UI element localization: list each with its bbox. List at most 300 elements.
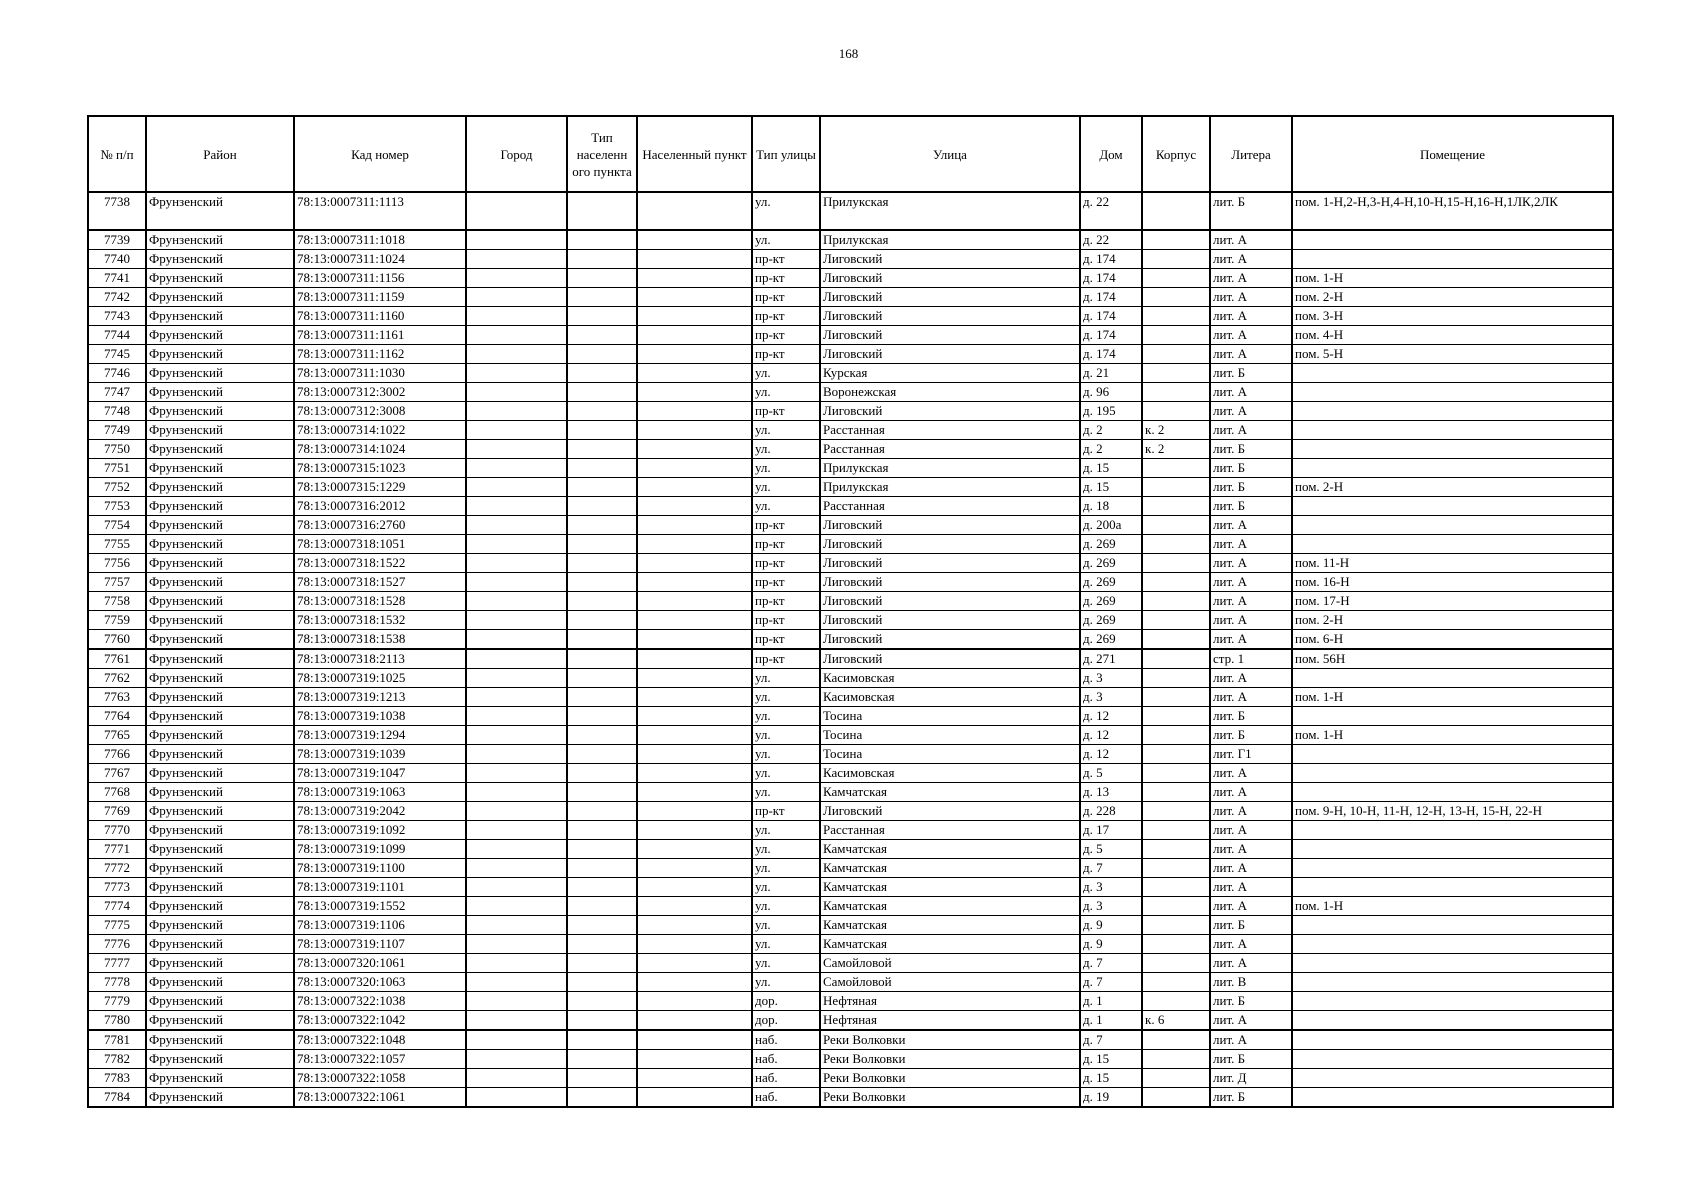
table-row	[88, 897, 1613, 916]
cell-cadastral-number: 78:13:0007318:1538	[294, 630, 466, 650]
cell-city	[466, 230, 567, 250]
cell-street-type: пр-кт	[752, 573, 820, 592]
table-row	[88, 573, 1613, 592]
cell-street-type: ул.	[752, 897, 820, 916]
cell-cadastral-number: 78:13:0007320:1063	[294, 973, 466, 992]
cell-settlement-type	[567, 973, 637, 992]
cell-settlement	[637, 250, 752, 269]
cell-letter: лит. А	[1210, 764, 1292, 783]
cell-letter: стр. 1	[1210, 649, 1292, 669]
cell-building	[1142, 402, 1210, 421]
cell-number: 7772	[88, 859, 146, 878]
cell-building	[1142, 802, 1210, 821]
cell-building	[1142, 345, 1210, 364]
cell-cadastral-number: 78:13:0007316:2012	[294, 497, 466, 516]
cell-house: д. 174	[1080, 269, 1142, 288]
cell-settlement	[637, 783, 752, 802]
cell-district: Фрунзенский	[146, 478, 294, 497]
cell-premises: пом. 4-Н	[1292, 326, 1613, 345]
cell-house: д. 174	[1080, 288, 1142, 307]
cell-number: 7755	[88, 535, 146, 554]
cell-settlement-type	[567, 1088, 637, 1108]
cell-number: 7766	[88, 745, 146, 764]
cell-settlement	[637, 992, 752, 1011]
cell-street: Камчатская	[820, 859, 1080, 878]
cell-settlement	[637, 516, 752, 535]
cell-cadastral-number: 78:13:0007318:1528	[294, 592, 466, 611]
table-body	[88, 192, 1613, 1107]
cell-cadastral-number: 78:13:0007318:2113	[294, 649, 466, 669]
cell-cadastral-number: 78:13:0007319:1213	[294, 688, 466, 707]
cell-house: д. 7	[1080, 954, 1142, 973]
cell-cadastral-number: 78:13:0007318:1532	[294, 611, 466, 630]
cell-number: 7748	[88, 402, 146, 421]
cell-premises	[1292, 669, 1613, 688]
cell-house: д. 21	[1080, 364, 1142, 383]
column-header-street: Улица	[820, 116, 1080, 192]
table-row	[88, 783, 1613, 802]
cell-district: Фрунзенский	[146, 402, 294, 421]
cell-premises: пом. 1-Н	[1292, 688, 1613, 707]
cell-street-type: пр-кт	[752, 288, 820, 307]
cell-street-type: пр-кт	[752, 516, 820, 535]
cell-building	[1142, 649, 1210, 669]
cell-street-type: ул.	[752, 783, 820, 802]
cell-street-type: пр-кт	[752, 402, 820, 421]
cell-building	[1142, 1088, 1210, 1108]
cell-street: Камчатская	[820, 935, 1080, 954]
cell-cadastral-number: 78:13:0007315:1229	[294, 478, 466, 497]
cell-settlement-type	[567, 878, 637, 897]
table-row	[88, 250, 1613, 269]
cell-settlement	[637, 802, 752, 821]
cell-house: д. 269	[1080, 592, 1142, 611]
cell-building	[1142, 554, 1210, 573]
cell-letter: лит. А	[1210, 802, 1292, 821]
cell-premises	[1292, 840, 1613, 859]
table-row	[88, 611, 1613, 630]
cell-house: д. 19	[1080, 1088, 1142, 1108]
table-row	[88, 688, 1613, 707]
cell-cadastral-number: 78:13:0007322:1057	[294, 1050, 466, 1069]
cell-cadastral-number: 78:13:0007322:1048	[294, 1030, 466, 1050]
cell-premises	[1292, 1088, 1613, 1108]
cell-building: к. 6	[1142, 1011, 1210, 1031]
cell-street-type: пр-кт	[752, 611, 820, 630]
cell-number: 7770	[88, 821, 146, 840]
cell-street-type: ул.	[752, 878, 820, 897]
cell-settlement-type	[567, 669, 637, 688]
cell-number: 7782	[88, 1050, 146, 1069]
cell-settlement-type	[567, 1069, 637, 1088]
cell-street-type: пр-кт	[752, 649, 820, 669]
cell-cadastral-number: 78:13:0007319:1101	[294, 878, 466, 897]
cell-letter: лит. А	[1210, 897, 1292, 916]
cell-settlement	[637, 840, 752, 859]
cell-street: Лиговский	[820, 802, 1080, 821]
cell-premises	[1292, 497, 1613, 516]
cell-letter: лит. А	[1210, 345, 1292, 364]
cell-settlement	[637, 688, 752, 707]
cell-district: Фрунзенский	[146, 535, 294, 554]
cell-district: Фрунзенский	[146, 192, 294, 230]
cell-settlement	[637, 1088, 752, 1108]
cell-house: д. 3	[1080, 878, 1142, 897]
cell-cadastral-number: 78:13:0007319:1099	[294, 840, 466, 859]
cell-number: 7769	[88, 802, 146, 821]
cell-premises: пом. 5-Н	[1292, 345, 1613, 364]
cell-district: Фрунзенский	[146, 897, 294, 916]
table-row	[88, 402, 1613, 421]
cell-cadastral-number: 78:13:0007318:1522	[294, 554, 466, 573]
cell-number: 7780	[88, 1011, 146, 1031]
cell-district: Фрунзенский	[146, 688, 294, 707]
cell-letter: лит. А	[1210, 688, 1292, 707]
cell-settlement	[637, 269, 752, 288]
table-row	[88, 307, 1613, 326]
cell-letter: лит. А	[1210, 573, 1292, 592]
cell-premises	[1292, 935, 1613, 954]
cell-cadastral-number: 78:13:0007322:1038	[294, 992, 466, 1011]
cell-cadastral-number: 78:13:0007320:1061	[294, 954, 466, 973]
cell-settlement	[637, 630, 752, 650]
cell-cadastral-number: 78:13:0007322:1061	[294, 1088, 466, 1108]
cell-house: д. 1	[1080, 1011, 1142, 1031]
cell-settlement	[637, 1069, 752, 1088]
cell-letter: лит. А	[1210, 630, 1292, 650]
cell-settlement	[637, 440, 752, 459]
cell-city	[466, 459, 567, 478]
cell-premises	[1292, 402, 1613, 421]
cell-district: Фрунзенский	[146, 421, 294, 440]
cell-district: Фрунзенский	[146, 230, 294, 250]
cell-street: Лиговский	[820, 345, 1080, 364]
table-row	[88, 535, 1613, 554]
cell-building	[1142, 897, 1210, 916]
cell-settlement-type	[567, 821, 637, 840]
cell-district: Фрунзенский	[146, 516, 294, 535]
cell-settlement-type	[567, 364, 637, 383]
cell-street: Лиговский	[820, 630, 1080, 650]
cell-settlement	[637, 1011, 752, 1031]
cell-house: д. 269	[1080, 554, 1142, 573]
cell-settlement-type	[567, 859, 637, 878]
cell-number: 7747	[88, 383, 146, 402]
cell-street-type: наб.	[752, 1069, 820, 1088]
cell-building	[1142, 1030, 1210, 1050]
cell-cadastral-number: 78:13:0007311:1018	[294, 230, 466, 250]
cell-district: Фрунзенский	[146, 554, 294, 573]
cell-premises	[1292, 230, 1613, 250]
cell-letter: лит. А	[1210, 954, 1292, 973]
cell-cadastral-number: 78:13:0007311:1113	[294, 192, 466, 230]
table-row	[88, 269, 1613, 288]
cell-building	[1142, 459, 1210, 478]
cell-building	[1142, 573, 1210, 592]
table-row	[88, 288, 1613, 307]
cell-city	[466, 611, 567, 630]
cell-street: Камчатская	[820, 840, 1080, 859]
cell-number: 7762	[88, 669, 146, 688]
cell-settlement-type	[567, 1050, 637, 1069]
cell-district: Фрунзенский	[146, 497, 294, 516]
cell-cadastral-number: 78:13:0007315:1023	[294, 459, 466, 478]
cell-street: Прилукская	[820, 459, 1080, 478]
cell-premises: пом. 2-Н	[1292, 611, 1613, 630]
cell-street: Камчатская	[820, 897, 1080, 916]
cell-letter: лит. Б	[1210, 478, 1292, 497]
cell-cadastral-number: 78:13:0007322:1042	[294, 1011, 466, 1031]
cell-settlement	[637, 230, 752, 250]
cell-house: д. 15	[1080, 1050, 1142, 1069]
cell-house: д. 7	[1080, 1030, 1142, 1050]
cell-house: д. 12	[1080, 726, 1142, 745]
cell-street: Нефтяная	[820, 992, 1080, 1011]
cell-street-type: пр-кт	[752, 630, 820, 650]
property-registry-table	[87, 115, 1614, 1108]
cell-premises: пом. 11-Н	[1292, 554, 1613, 573]
cell-street-type: ул.	[752, 764, 820, 783]
cell-number: 7756	[88, 554, 146, 573]
cell-settlement	[637, 421, 752, 440]
cell-street: Лиговский	[820, 288, 1080, 307]
cell-premises: пом. 1-Н,2-Н,3-Н,4-Н,10-Н,15-Н,16-Н,1ЛК,2ЛК	[1292, 192, 1613, 230]
cell-cadastral-number: 78:13:0007314:1024	[294, 440, 466, 459]
cell-house: д. 195	[1080, 402, 1142, 421]
cell-district: Фрунзенский	[146, 307, 294, 326]
cell-settlement-type	[567, 897, 637, 916]
cell-district: Фрунзенский	[146, 802, 294, 821]
cell-house: д. 200а	[1080, 516, 1142, 535]
cell-premises	[1292, 516, 1613, 535]
cell-district: Фрунзенский	[146, 269, 294, 288]
cell-premises	[1292, 821, 1613, 840]
cell-cadastral-number: 78:13:0007314:1022	[294, 421, 466, 440]
cell-number: 7781	[88, 1030, 146, 1050]
cell-building	[1142, 821, 1210, 840]
cell-premises	[1292, 916, 1613, 935]
cell-house: д. 15	[1080, 459, 1142, 478]
cell-street-type: ул.	[752, 478, 820, 497]
cell-number: 7743	[88, 307, 146, 326]
column-header-settlement: Населенный пункт	[637, 116, 752, 192]
cell-building	[1142, 954, 1210, 973]
cell-house: д. 3	[1080, 669, 1142, 688]
cell-building	[1142, 630, 1210, 650]
cell-district: Фрунзенский	[146, 878, 294, 897]
cell-cadastral-number: 78:13:0007319:1038	[294, 707, 466, 726]
cell-letter: лит. А	[1210, 859, 1292, 878]
cell-building	[1142, 707, 1210, 726]
table-row	[88, 345, 1613, 364]
cell-city	[466, 1011, 567, 1031]
cell-street: Лиговский	[820, 250, 1080, 269]
cell-letter: лит. А	[1210, 421, 1292, 440]
cell-city	[466, 535, 567, 554]
cell-city	[466, 992, 567, 1011]
cell-street: Лиговский	[820, 402, 1080, 421]
cell-city	[466, 1030, 567, 1050]
cell-settlement	[637, 345, 752, 364]
cell-premises: пом. 17-Н	[1292, 592, 1613, 611]
cell-cadastral-number: 78:13:0007319:1552	[294, 897, 466, 916]
cell-district: Фрунзенский	[146, 573, 294, 592]
cell-number: 7774	[88, 897, 146, 916]
column-header-letter: Литера	[1210, 116, 1292, 192]
cell-city	[466, 192, 567, 230]
cell-premises: пом. 2-Н	[1292, 288, 1613, 307]
cell-letter: лит. Б	[1210, 440, 1292, 459]
cell-city	[466, 307, 567, 326]
cell-street: Касимовская	[820, 688, 1080, 707]
cell-settlement	[637, 859, 752, 878]
cell-premises	[1292, 954, 1613, 973]
cell-city	[466, 897, 567, 916]
cell-settlement-type	[567, 1011, 637, 1031]
cell-district: Фрунзенский	[146, 459, 294, 478]
page-number: 168	[838, 46, 859, 61]
cell-settlement-type	[567, 573, 637, 592]
cell-premises	[1292, 973, 1613, 992]
cell-house: д. 174	[1080, 345, 1142, 364]
cell-district: Фрунзенский	[146, 745, 294, 764]
cell-street-type: дор.	[752, 1011, 820, 1031]
cell-building	[1142, 497, 1210, 516]
cell-street: Тосина	[820, 726, 1080, 745]
cell-city	[466, 745, 567, 764]
table-row	[88, 840, 1613, 859]
cell-city	[466, 383, 567, 402]
cell-street-type: ул.	[752, 192, 820, 230]
cell-district: Фрунзенский	[146, 783, 294, 802]
cell-district: Фрунзенский	[146, 821, 294, 840]
table-row	[88, 383, 1613, 402]
cell-street: Расстанная	[820, 821, 1080, 840]
cell-settlement	[637, 1030, 752, 1050]
cell-city	[466, 440, 567, 459]
cell-street-type: ул.	[752, 954, 820, 973]
table-row	[88, 592, 1613, 611]
cell-settlement-type	[567, 326, 637, 345]
cell-number: 7753	[88, 497, 146, 516]
cell-house: д. 228	[1080, 802, 1142, 821]
cell-city	[466, 592, 567, 611]
cell-street-type: ул.	[752, 383, 820, 402]
cell-premises	[1292, 1069, 1613, 1088]
cell-number: 7768	[88, 783, 146, 802]
cell-settlement-type	[567, 288, 637, 307]
cell-letter: лит. А	[1210, 535, 1292, 554]
cell-building	[1142, 611, 1210, 630]
cell-settlement-type	[567, 802, 637, 821]
cell-district: Фрунзенский	[146, 859, 294, 878]
cell-cadastral-number: 78:13:0007319:1047	[294, 764, 466, 783]
cell-building	[1142, 973, 1210, 992]
cell-district: Фрунзенский	[146, 726, 294, 745]
cell-building: к. 2	[1142, 440, 1210, 459]
cell-street-type: пр-кт	[752, 326, 820, 345]
table-row	[88, 1030, 1613, 1050]
cell-street-type: пр-кт	[752, 554, 820, 573]
cell-street-type: ул.	[752, 497, 820, 516]
cell-house: д. 9	[1080, 916, 1142, 935]
cell-cadastral-number: 78:13:0007318:1051	[294, 535, 466, 554]
cell-letter: лит. А	[1210, 935, 1292, 954]
cell-street: Лиговский	[820, 573, 1080, 592]
cell-premises: пом. 3-Н	[1292, 307, 1613, 326]
cell-city	[466, 669, 567, 688]
cell-street-type: ул.	[752, 821, 820, 840]
cell-settlement-type	[567, 554, 637, 573]
cell-premises	[1292, 1011, 1613, 1031]
cell-building	[1142, 592, 1210, 611]
cell-cadastral-number: 78:13:0007319:1107	[294, 935, 466, 954]
cell-house: д. 13	[1080, 783, 1142, 802]
cell-cadastral-number: 78:13:0007319:1025	[294, 669, 466, 688]
cell-settlement	[637, 288, 752, 307]
cell-district: Фрунзенский	[146, 992, 294, 1011]
cell-house: д. 12	[1080, 745, 1142, 764]
cell-settlement-type	[567, 954, 637, 973]
cell-settlement-type	[567, 916, 637, 935]
cell-street: Лиговский	[820, 269, 1080, 288]
column-header-cadastral-number: Кад номер	[294, 116, 466, 192]
table-row	[88, 802, 1613, 821]
cell-settlement	[637, 611, 752, 630]
cell-number: 7754	[88, 516, 146, 535]
cell-building	[1142, 250, 1210, 269]
cell-street-type: наб.	[752, 1030, 820, 1050]
cell-building	[1142, 764, 1210, 783]
cell-city	[466, 288, 567, 307]
cell-street-type: ул.	[752, 745, 820, 764]
cell-settlement-type	[567, 611, 637, 630]
cell-street-type: пр-кт	[752, 592, 820, 611]
cell-settlement	[637, 459, 752, 478]
cell-settlement	[637, 764, 752, 783]
cell-settlement	[637, 954, 752, 973]
cell-letter: лит. Б	[1210, 1050, 1292, 1069]
cell-street-type: ул.	[752, 726, 820, 745]
cell-building	[1142, 383, 1210, 402]
cell-number: 7741	[88, 269, 146, 288]
cell-city	[466, 1088, 567, 1108]
cell-house: д. 271	[1080, 649, 1142, 669]
cell-house: д. 22	[1080, 192, 1142, 230]
cell-street-type: ул.	[752, 440, 820, 459]
cell-building	[1142, 535, 1210, 554]
cell-settlement-type	[567, 383, 637, 402]
cell-street: Камчатская	[820, 878, 1080, 897]
cell-city	[466, 840, 567, 859]
cell-street-type: ул.	[752, 935, 820, 954]
cell-street-type: наб.	[752, 1088, 820, 1108]
cell-cadastral-number: 78:13:0007311:1159	[294, 288, 466, 307]
cell-street: Лиговский	[820, 326, 1080, 345]
cell-premises	[1292, 745, 1613, 764]
table-row	[88, 935, 1613, 954]
cell-cadastral-number: 78:13:0007311:1160	[294, 307, 466, 326]
cell-district: Фрунзенский	[146, 973, 294, 992]
cell-settlement	[637, 1050, 752, 1069]
cell-street-type: ул.	[752, 707, 820, 726]
cell-street: Лиговский	[820, 516, 1080, 535]
cell-settlement	[637, 554, 752, 573]
cell-number: 7761	[88, 649, 146, 669]
table-row	[88, 497, 1613, 516]
cell-settlement-type	[567, 630, 637, 650]
table-row	[88, 764, 1613, 783]
